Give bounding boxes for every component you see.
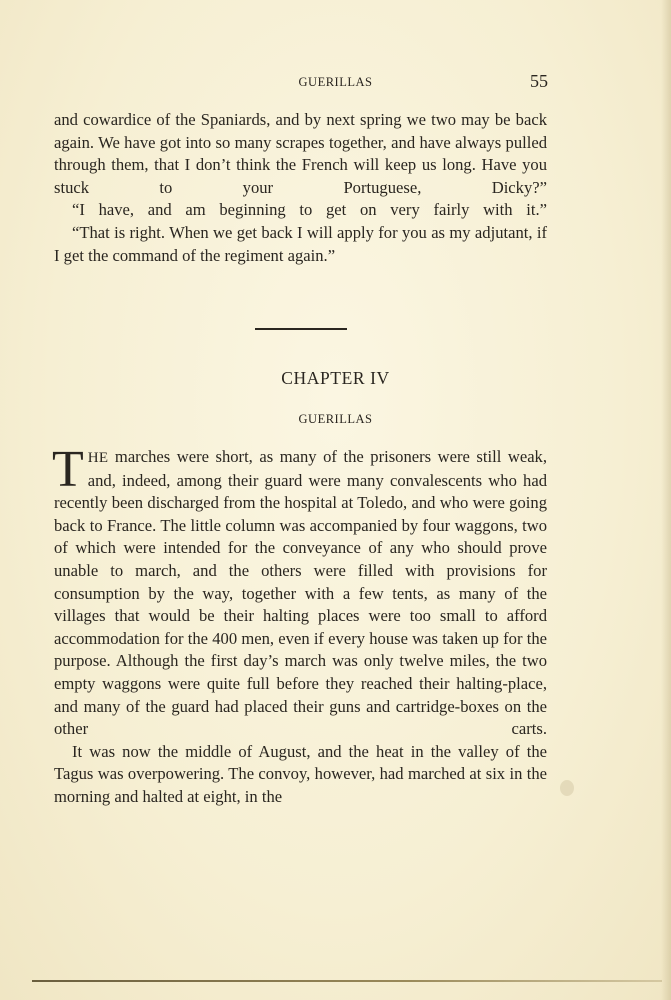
page-number: 55 xyxy=(530,71,548,91)
chapter-paragraph-1 xyxy=(52,441,547,741)
page-edge-shadow xyxy=(661,0,671,1000)
page-bottom-edge xyxy=(32,980,662,982)
top-text-block xyxy=(54,109,547,267)
drop-cap: T xyxy=(52,441,84,498)
paper-smudge xyxy=(560,780,574,796)
running-header xyxy=(0,73,671,93)
paragraph-1: and cowardice of the Spaniards, and by next spring we two may be back again. We have got into so many scrapes together, and have always pulled through them, that I don’t think the French will keep us long. Have you stuck to your Portuguese, Dicky?” xyxy=(54,110,547,197)
section-divider xyxy=(255,328,347,330)
paragraph-2: “I have, and am beginning to get on very fairly with it.” xyxy=(72,200,547,220)
chapter-title: CHAPTER IV xyxy=(281,368,390,388)
chapter-text-block xyxy=(52,441,547,809)
drop-cap-rest: HE xyxy=(87,450,109,466)
running-title: GUERILLAS xyxy=(298,75,373,89)
chapter-paragraph-1-text: marches were short, as many of the prisoners were still weak, and, indeed, among their guard were many convalescents who had recently been discharged from the hospital at Toledo, and who were going back to France. The little column was accompanied by four waggons, two of which were intended for the conveyance of any who should prove unable to march, and the others were filled with provisions for consumption by the way, together with a few tents, as many of the villages that would be their halting places were too small to afford accommodation for the 400 men, even if every house was taken up for the purpose. Although the first day’s march was only twelve miles, the two empty waggons were quite full before they reached their halting-place, and many of the guard had placed their guns and cartridge-boxes on the other carts. xyxy=(54,447,547,739)
chapter-paragraph-2: It was now the middle of August, and the heat in the valley of the Tagus was overpowering. The convoy, however, had marched at six in the morning and halted at eight, in the xyxy=(54,741,547,806)
paragraph-3: “That is right. When we get back I will apply for you as my adjutant, if I get the command of the regiment again.” xyxy=(54,222,547,265)
chapter-subtitle: GUERILLAS xyxy=(298,412,373,426)
